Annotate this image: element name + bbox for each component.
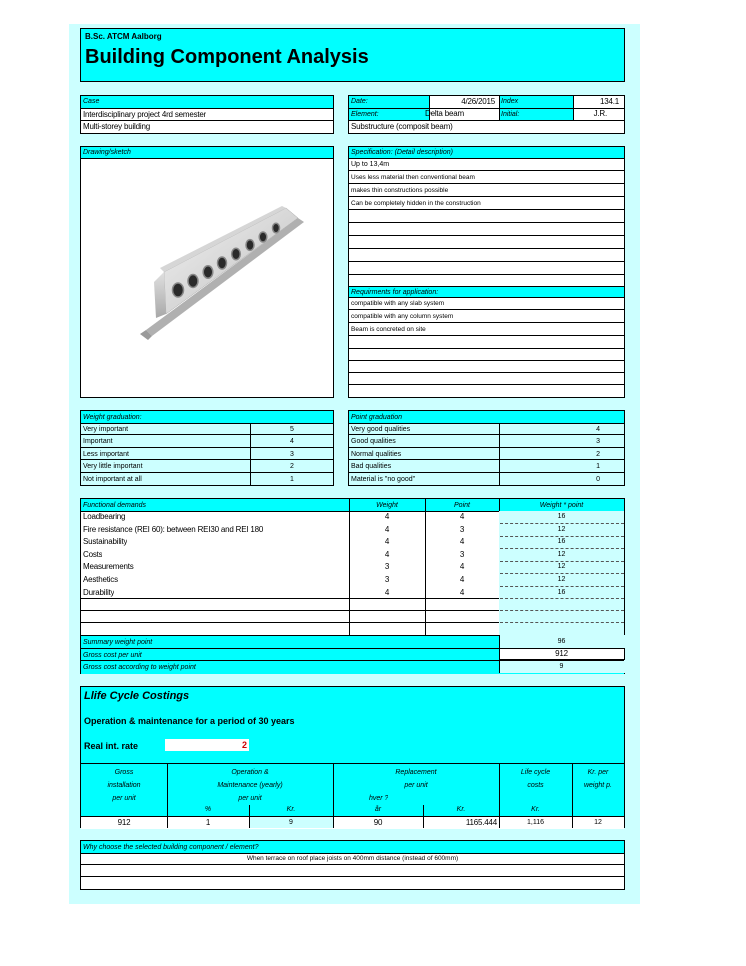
case-line-1: Interdisciplinary project 4rd semester [83,110,207,119]
initial-value: J.R. [593,109,607,118]
demand-point: 4 [459,562,465,571]
point-grade-value: 1 [596,463,600,470]
date-value: 4/26/2015 [461,97,495,106]
element-label: Element: [351,111,379,118]
functional-demands-table [80,498,625,674]
demand-weight: 4 [384,525,390,534]
weight-grade-value: 4 [290,438,294,445]
structure-value: Substructure (composit beam) [351,122,453,131]
point-grade-text: Bad qualities [351,463,392,470]
real-rate-value: 2 [241,740,247,750]
demand-label: Loadbearing [83,512,126,521]
col-kr-l2: weight p. [583,782,613,789]
demand-weight: 4 [384,537,390,546]
replacement-kr-value: 1165.444 [465,818,497,827]
weight-grade-text: Very little important [83,463,143,470]
title-block [80,28,625,82]
col-kr-l1: Kr. per [587,769,609,776]
demand-point: 3 [459,525,465,534]
weight-grade-value: 1 [290,476,294,483]
weight-grade-text: Very important [83,426,129,433]
demand-weight-point: 12 [557,576,566,583]
col-om-l1: Operation & [231,769,269,776]
gross-cost-wp-label: Gross cost according to weight point [83,664,196,671]
point-grade-text: Material is "no good" [351,476,416,483]
demand-weight-point: 16 [557,589,566,596]
spec-line: Uses less material then conventional beam [351,174,475,181]
sub-kr3: Kr. [531,806,540,813]
initial-label: Initial: [501,111,520,118]
why-choose-label: Why choose the selected building component / element? [83,844,259,851]
point-column-header: Point [454,502,470,509]
point-grade-text: Very good qualities [351,426,411,433]
requirement-line: compatible with any slab system [351,300,445,307]
index-value: 134.1 [599,97,619,106]
gross-cost-value: 912 [555,649,568,658]
weight-grade-value: 2 [290,463,294,470]
demand-weight-point: 12 [557,563,566,570]
om-percent-value: 1 [205,818,211,827]
weight-grade-text: Less important [83,451,129,458]
col-repl-l2: per unit [404,782,428,789]
drawing-box [80,146,334,398]
requirement-line: compatible with any column system [351,313,454,320]
point-grade-text: Good qualities [351,438,396,445]
specification-label: Specification: (Detail description) [351,149,453,156]
demand-weight-point: 16 [557,513,566,520]
case-meta-block [348,95,625,134]
point-graduation-label: Point graduation [351,414,402,421]
element-value: Delta beam [425,109,464,118]
demand-label: Costs [83,550,103,559]
weight-grade-text: Not important at all [83,476,142,483]
functional-demands-label: Functional demands [83,502,147,509]
demand-weight-point: 12 [557,551,566,558]
case-line-2: Multi-storey building [83,122,150,131]
demand-weight: 3 [384,575,390,584]
index-label: Index [501,98,519,105]
demand-label: Measurements [83,562,134,571]
why-choose-text: When terrace on roof place joists on 400mm distance (instead of 600mm) [246,855,459,862]
point-grade-value: 2 [596,451,600,458]
demand-point: 4 [459,537,465,546]
weight-grade-text: Important [83,438,113,445]
demand-weight-point: 12 [557,526,566,533]
gross-cost-label: Gross cost per unit [83,652,142,659]
specification-box [348,146,625,398]
col-lc-l1: Life cycle [520,769,551,776]
drawing-label: Drawing/sketch [83,149,131,156]
institution: B.Sc. ATCM Aalborg [85,32,162,41]
weight-graduation-label: Weight graduation: [83,414,142,421]
demand-weight: 4 [384,588,390,597]
spec-line: Can be completely hidden in the construction [351,200,481,207]
requirements-label: Requirments for application: [351,289,439,296]
date-label: Date: [351,98,368,105]
col-lc-l2: costs [527,782,544,789]
summary-value: 96 [557,638,566,645]
om-kr-value: 9 [289,819,293,826]
real-rate-label: Real int. rate [84,741,139,751]
sub-ar: år [374,806,382,813]
real-rate-input[interactable] [165,739,249,751]
gross-cost-wp-value: 9 [559,663,564,670]
page-title: Building Component Analysis [85,46,369,68]
weight-grade-value: 5 [290,426,294,433]
life-cycle-costings-block [80,686,625,828]
point-grade-value: 4 [596,426,600,433]
col-gross-l3: per unit [112,795,136,802]
demand-label: Fire resistance (REI 60): between REI30 and REI 180 [83,525,264,534]
why-choose-box [80,840,625,890]
demand-weight-point: 16 [557,538,566,545]
col-repl-l1: Replacement [395,769,437,776]
point-grade-value: 3 [596,438,600,445]
spec-line: Up to 13,4m [351,161,390,168]
weight-point-column-header: Weight * point [539,502,584,509]
case-block [80,95,334,134]
replacement-years-value: 90 [373,818,383,827]
spec-line: makes thin constructions possible [351,187,449,194]
lcc-period: Operation & maintenance for a period of 30 years [84,716,295,726]
summary-label: Summary weight point [83,639,153,646]
point-grade-text: Normal qualities [351,451,402,458]
lcc-title: Llife Cycle Costings [84,690,190,702]
delta-beam-image [126,202,306,342]
demand-point: 4 [459,512,465,521]
demand-label: Aesthetics [83,575,118,584]
kr-per-weight-point-value: 12 [594,819,602,826]
demand-point: 3 [459,550,465,559]
demand-weight: 4 [384,512,390,521]
gross-installation-value: 912 [117,818,131,827]
sub-kr2: Kr. [456,806,466,813]
weight-grade-value: 3 [290,451,294,458]
point-graduation-table [348,410,625,486]
demand-weight: 4 [384,550,390,559]
demand-label: Durability [83,588,115,597]
point-grade-value: 0 [596,476,600,483]
repl-every: hver ? [369,795,389,802]
case-label: Case [83,98,100,105]
demand-label: Sustainability [83,537,128,546]
sub-pct: % [204,806,212,813]
col-om-l2: Maintenance (yearly) [217,782,283,789]
weight-graduation-table [80,410,334,486]
col-om-l3: per unit [238,795,262,802]
demand-point: 4 [459,575,465,584]
demand-point: 4 [459,588,465,597]
demand-weight: 3 [384,562,390,571]
col-gross-l1: Gross [114,769,134,776]
requirement-line: Beam is concreted on site [351,326,426,333]
weight-column-header: Weight [376,502,398,509]
life-cycle-costs-value: 1,116 [527,819,544,826]
sub-kr: Kr. [286,806,296,813]
col-gross-l2: installation [107,782,141,789]
